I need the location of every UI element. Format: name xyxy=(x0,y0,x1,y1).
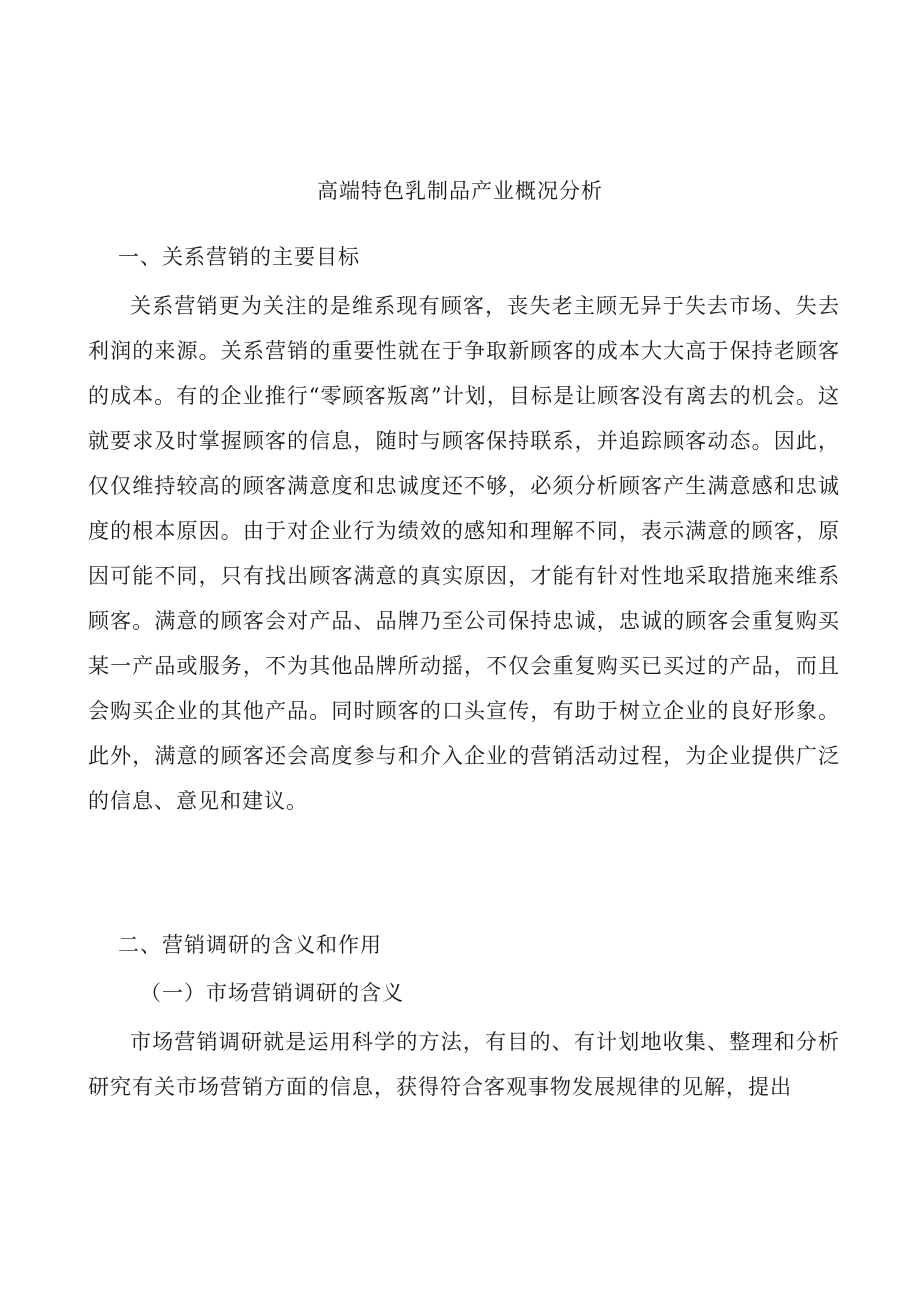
subsection-heading-research-meaning: （一）市场营销调研的含义 xyxy=(140,981,404,1005)
section-heading-marketing-research: 二、营销调研的含义和作用 xyxy=(118,933,382,957)
paragraph-relationship-marketing: 关系营销更为关注的是维系现有顾客，丧失老主顾无异于失去市场、失去利润的来源。关系营销的重要性就在于争取新顾客的成本大大高于保持老顾客的成本。有的企业推行“零顾客叛离”计划，目标是让顾客没有离去的机会。这就要求及时掌握顾客的信息，随时与顾客保持联系，并追踪顾客动态。因此，仅仅维持较高的顾客满意度和忠诚度还不够，必须分析顾客产生满意感和忠诚度的根本原因。由于对企业行为绩效的感知和理解不同，表示满意的顾客，原因可能不同，只有找出顾客满意的真实原因，才能有针对性地采取措施来维系顾客。满意的顾客会对产品、品牌乃至公司保持忠诚，忠诚的顾客会重复购买某一产品或服务，不为其他品牌所动摇，不仅会重复购买已买过的产品，而且会购买企业的其他产品。同时顾客的口头宣传，有助于树立企业的良好形象。此外，满意的顾客还会高度参与和介入企业的营销活动过程，为企业提供广泛的信息、意见和建议。 xyxy=(88,294,840,813)
section-heading-relationship-marketing: 一、关系营销的主要目标 xyxy=(118,245,360,269)
document-title: 高端特色乳制品产业概况分析 xyxy=(317,179,603,203)
paragraph-research-meaning: 市场营销调研就是运用科学的方法，有目的、有计划地收集、整理和分析研究有关市场营销方面的信息，获得符合客观事物发展规律的见解，提出 xyxy=(88,1030,840,1099)
